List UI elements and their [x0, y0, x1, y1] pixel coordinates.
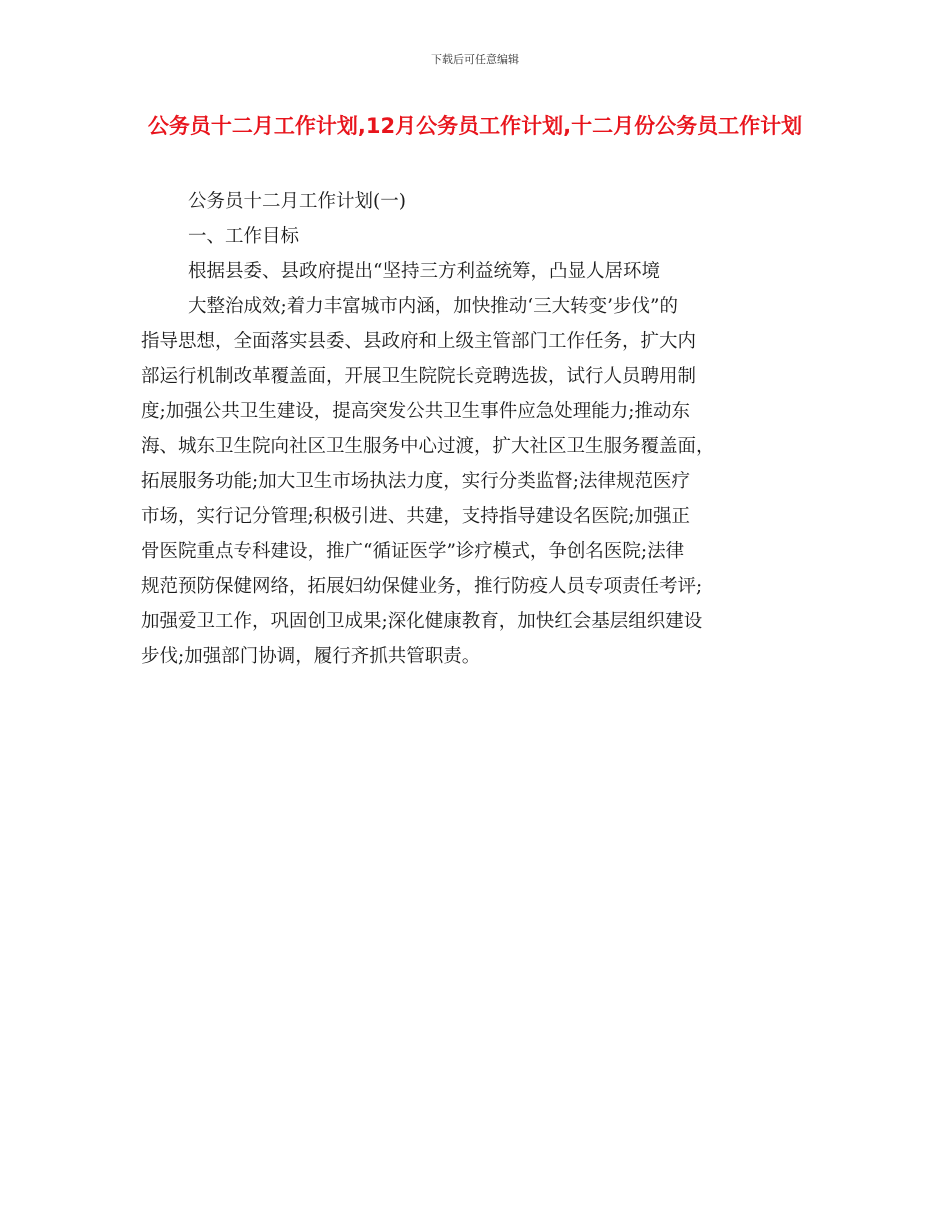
body-line: 度;加强公共卫生建设，提高突发公共卫生事件应急处理能力;推动东: [141, 401, 690, 422]
body-line: 根据县委、县政府提出“坚持三方利益统筹，凸显人居环境: [188, 261, 660, 282]
document-title: 公务员十二月工作计划,12月公务员工作计划,十二月份公务员工作计划: [147, 114, 803, 138]
document-body: [141, 184, 811, 674]
body-line: 规范预防保健网络，拓展妇幼保健业务，推行防疫人员专项责任考评;: [141, 576, 703, 597]
body-line: 指导思想，全面落实县委、县政府和上级主管部门工作任务，扩大内: [141, 331, 697, 352]
body-line: 加强爱卫工作，巩固创卫成果;深化健康教育，加快红会基层组织建设: [141, 611, 703, 632]
body-line: 部运行机制改革覆盖面，开展卫生院院长竞聘选拔，试行人员聘用制: [141, 366, 697, 387]
body-line: 大整治成效;着力丰富城市内涵，加快推动‘三大转变’步伐”的: [188, 296, 678, 317]
page-header: 下载后可任意编辑: [431, 53, 519, 66]
body-line: 市场，实行记分管理;积极引进、共建，支持指导建设名医院;加强正: [141, 506, 690, 527]
section-heading: 一、工作目标: [188, 226, 300, 247]
document-subtitle: 公务员十二月工作计划(一): [188, 191, 406, 212]
body-line: 拓展服务功能;加大卫生市场执法力度，实行分类监督;法律规范医疗: [141, 471, 690, 492]
body-line: 骨医院重点专科建设，推广“循证医学”诊疗模式，争创名医院;法律: [141, 541, 685, 562]
body-line: 海、城东卫生院向社区卫生服务中心过渡，扩大社区卫生服务覆盖面，: [141, 436, 715, 457]
body-line: 步伐;加强部门协调，履行齐抓共管职责。: [141, 646, 481, 667]
